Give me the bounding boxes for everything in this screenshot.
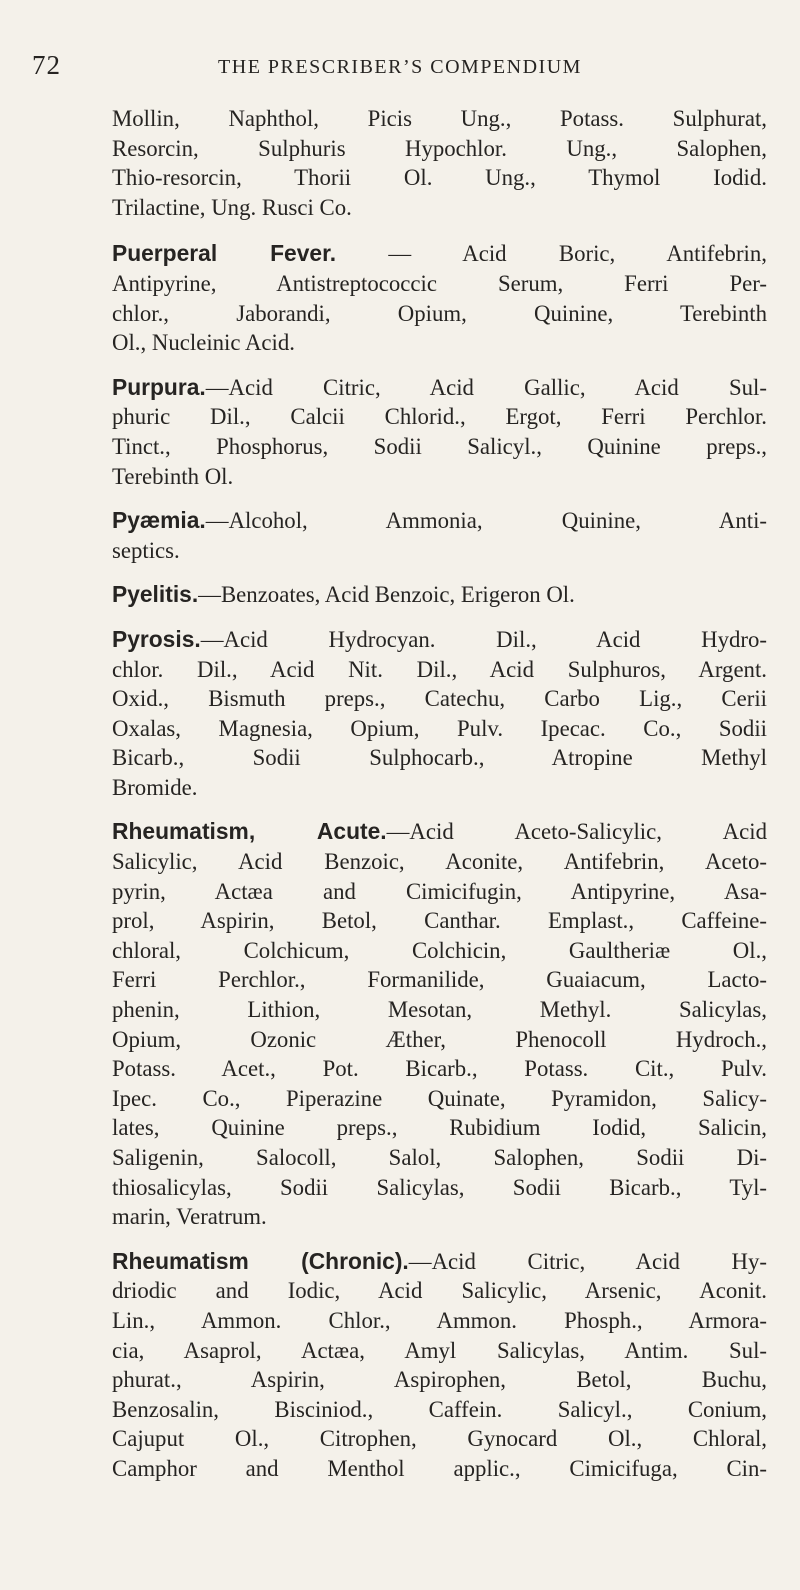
body-line: Ipec. Co., Piperazine Quinate, Pyramidon, Salicy- <box>112 1085 767 1111</box>
entry-term: Pyelitis. <box>112 581 199 608</box>
entry-term: Rheumatism, Acute. <box>112 818 387 845</box>
body-line: thiosalicylas, Sodii Salicylas, Sodii Bicarb., Tyl- <box>112 1174 767 1200</box>
body-line: Salicylic, Acid Benzoic, Aconite, Antifebrin, Aceto- <box>112 849 767 875</box>
entry-pyrosis <box>112 625 767 803</box>
body-line: — Acid Boric, Antifebrin, <box>336 241 767 267</box>
body-line: chloral, Colchicum, Colchicin, Gaultheriæ Ol., <box>112 937 767 963</box>
entry-purpura <box>112 373 767 491</box>
body-line: Camphor and Menthol applic., Cimicifuga, Cin- <box>112 1455 767 1481</box>
entry-pyaemia <box>112 506 767 565</box>
page-body <box>112 104 767 1499</box>
body-line: Trilactine, Ung. Rusci Co. <box>112 194 352 220</box>
body-line: Oxalas, Magnesia, Opium, Pulv. Ipecac. Co., Sodii <box>112 715 767 741</box>
body-line: Mollin, Naphthol, Picis Ung., Potass. Sulphurat, <box>112 106 767 131</box>
body-line: driodic and Iodic, Acid Salicylic, Arsenic, Aconit. <box>112 1278 767 1304</box>
entry-pyelitis <box>112 580 767 610</box>
body-line: Antipyrine, Antistreptococcic Serum, Ferri Per- <box>112 270 767 296</box>
body-line: phuric Dil., Calcii Chlorid., Ergot, Ferri Perchlor. <box>112 404 767 430</box>
body-line: Oxid., Bismuth preps., Catechu, Carbo Lig., Cerii <box>112 686 767 712</box>
body-line: Tinct., Phosphorus, Sodii Salicyl., Quinine preps., <box>112 433 767 459</box>
body-line: —Acid Hydrocyan. Dil., Acid Hydro- <box>200 626 767 652</box>
body-line: Opium, Ozonic Æther, Phenocoll Hydroch., <box>112 1026 767 1052</box>
body-line: Potass. Acet., Pot. Bicarb., Potass. Cit., Pulv. <box>112 1056 767 1082</box>
entry-term: Puerperal Fever. <box>112 240 337 267</box>
body-line: Ol., Nucleinic Acid. <box>112 330 295 356</box>
entry-term: Pyrosis. <box>112 625 201 652</box>
body-line: —Benzoates, Acid Benzoic, Erigeron Ol. <box>198 582 575 608</box>
body-line: —Alcohol, Ammonia, Quinine, Anti- <box>205 508 767 534</box>
body-line: Bromide. <box>112 774 198 800</box>
body-line: —Acid Aceto-Salicylic, Acid <box>386 819 767 845</box>
entry-term: Purpura. <box>112 373 206 400</box>
entry-puerperal-fever <box>112 239 767 357</box>
entry-rheumatism-acute <box>112 817 767 1231</box>
body-line: —Acid Citric, Acid Hy- <box>408 1248 767 1274</box>
body-line: chlor., Jaborandi, Opium, Quinine, Terebinth <box>112 300 767 326</box>
body-line: phurat., Aspirin, Aspirophen, Betol, Buchu, <box>112 1367 767 1393</box>
body-line: marin, Veratrum. <box>112 1204 267 1230</box>
body-line: cia, Asaprol, Actæa, Amyl Salicylas, Antim. Sul- <box>112 1337 767 1363</box>
body-line: prol, Aspirin, Betol, Canthar. Emplast., Caffeine- <box>112 908 767 934</box>
page-number: 72 <box>32 50 61 80</box>
body-line: septics. <box>112 537 180 563</box>
body-line: Ferri Perchlor., Formanilide, Guaiacum, Lacto- <box>112 967 767 993</box>
body-line: Thio-resorcin, Thorii Ol. Ung., Thymol Iodid. <box>112 165 767 191</box>
entry-rheumatism-chronic <box>112 1247 767 1484</box>
running-head: THE PRESCRIBER’S COMPENDIUM <box>218 56 582 78</box>
body-line: pyrin, Actæa and Cimicifugin, Antipyrine, Asa- <box>112 878 767 904</box>
body-line: Terebinth Ol. <box>112 463 234 489</box>
entry-term: Pyæmia. <box>112 507 206 534</box>
body-line: chlor. Dil., Acid Nit. Dil., Acid Sulphuros, Argent. <box>112 656 767 682</box>
body-line: Benzosalin, Bisciniod., Caffein. Salicyl., Conium, <box>112 1396 767 1422</box>
body-line: Resorcin, Sulphuris Hypochlor. Ung., Salophen, <box>112 135 767 161</box>
entry-term: Rheumatism (Chronic). <box>112 1247 409 1274</box>
continuation-paragraph <box>112 104 767 222</box>
body-line: lates, Quinine preps., Rubidium Iodid, Salicin, <box>112 1115 767 1141</box>
body-line: —Acid Citric, Acid Gallic, Acid Sul- <box>205 374 767 400</box>
body-line: Saligenin, Salocoll, Salol, Salophen, Sodii Di- <box>112 1145 767 1170</box>
body-line: Bicarb., Sodii Sulphocarb., Atropine Methyl <box>112 745 767 771</box>
body-line: Lin., Ammon. Chlor., Ammon. Phosph., Armora- <box>112 1307 767 1333</box>
body-line: phenin, Lithion, Mesotan, Methyl. Salicylas, <box>112 997 767 1023</box>
body-line: Cajuput Ol., Citrophen, Gynocard Ol., Chloral, <box>112 1426 767 1452</box>
